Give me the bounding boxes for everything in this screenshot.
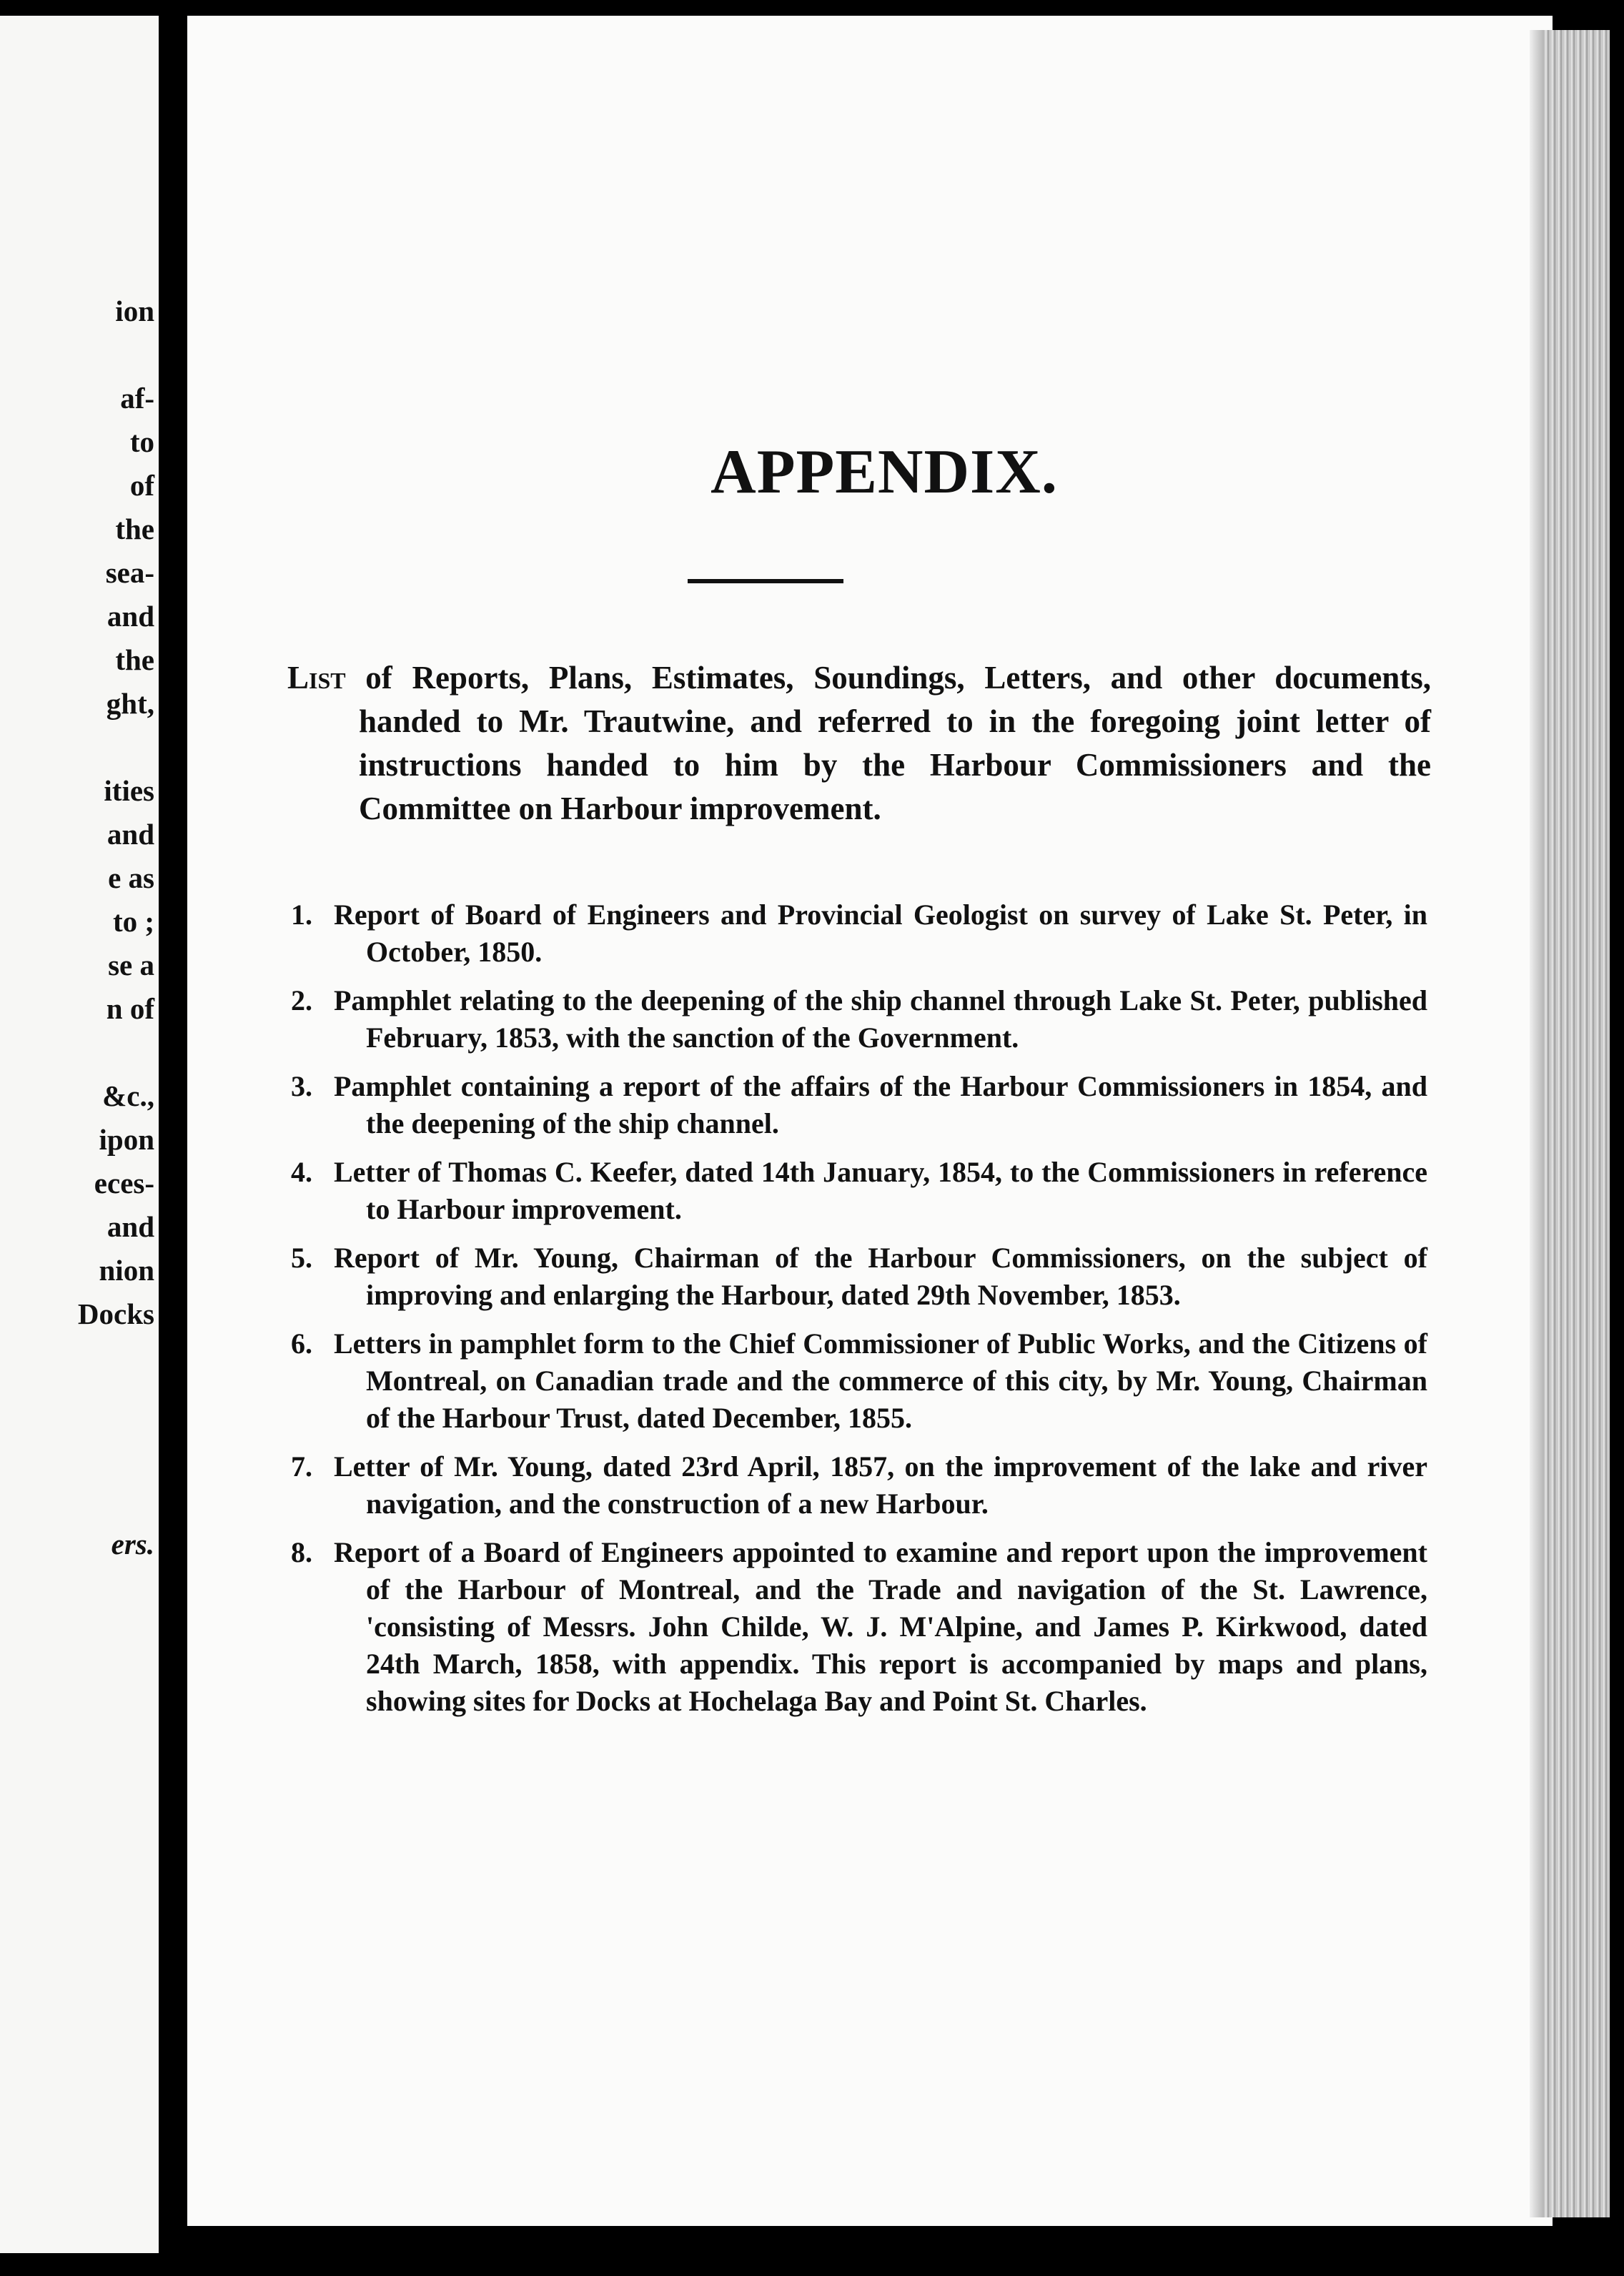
- list-item: [291, 1534, 1427, 1720]
- item-text: Letters in pamphlet form to the Chief Commissioner of Public Works, and the Citizens of Montreal, on Canadian trade and the commerce of this city, by Mr. Young, Chairman of the Harbour Trust, dated December, 1855.: [334, 1327, 1427, 1434]
- left-page-fragment: to: [129, 425, 154, 458]
- item-text: Pamphlet relating to the deepening of the ship channel through Lake St. Peter, published February, 1853, with the sanction of the Government.: [334, 984, 1427, 1054]
- left-page-fragment: the: [115, 513, 154, 545]
- list-item: [291, 1325, 1427, 1437]
- page-edges: [1544, 30, 1610, 2217]
- item-text: Pamphlet containing a report of the affairs of the Harbour Commissioners in 1854, and the deepening of the ship channel.: [334, 1070, 1427, 1139]
- left-page-fragment: eces-: [94, 1167, 154, 1199]
- list-item: [291, 982, 1427, 1057]
- left-page-fragment: to ;: [112, 905, 154, 938]
- item-number: 5.: [291, 1242, 312, 1274]
- left-page-fragment: ght,: [106, 687, 154, 720]
- book-page: [187, 16, 1553, 2226]
- item-number: 8.: [291, 1536, 312, 1568]
- item-number: 7.: [291, 1450, 312, 1483]
- item-number: 6.: [291, 1327, 312, 1360]
- left-page-fragment: ipon: [99, 1123, 154, 1156]
- item-text: Letter of Thomas C. Keefer, dated 14th January, 1854, to the Commissioners in reference to Harbour improvement.: [334, 1156, 1427, 1225]
- left-page-fragment: ers.: [111, 1528, 154, 1560]
- left-page-fragment: e as: [108, 861, 154, 894]
- list-item: [291, 1448, 1427, 1523]
- left-page-fragment: Docks: [77, 1297, 154, 1330]
- left-page-fragment: ities: [104, 774, 154, 807]
- previous-page-margin: [0, 16, 159, 2253]
- left-page-fragment: and: [107, 818, 154, 851]
- page-edge-shadow: [1530, 30, 1545, 2217]
- item-text: Report of Mr. Young, Chairman of the Harbour Commissioners, on the subject of improving and enlarging the Harbour, dated 29th November, 1853.: [334, 1242, 1427, 1311]
- left-page-fragment: ion: [115, 295, 154, 327]
- item-number: 1.: [291, 899, 312, 931]
- list-item: [291, 1068, 1427, 1142]
- item-text: Report of a Board of Engineers appointed to examine and report upon the improvement of the Harbour of Montreal, and the Trade and navigation of the St. Lawrence, 'consisting of Messrs. John Childe, W. J. M'Alpine, and James P. Kirkwood, dated 24th March, 1858, with appendix. This report is accompanied by maps and plans, showing sites for Docks at Hochelaga Bay and Point St. Charles.: [334, 1536, 1427, 1717]
- intro-text: of Reports, Plans, Estimates, Soundings, Letters, and other documents, handed to Mr. Trautwine, and referred to in the foregoing joint letter of instructions handed to him by the Harbour Commissioners and the Committee on Harbour improvement.: [359, 660, 1431, 826]
- left-page-fragment: and: [107, 1210, 154, 1243]
- left-page-fragment: the: [115, 643, 154, 676]
- intro-lead: List: [287, 660, 346, 696]
- left-page-fragment: and: [107, 600, 154, 633]
- item-text: Report of Board of Engineers and Provincial Geologist on survey of Lake St. Peter, in October, 1850.: [334, 899, 1427, 968]
- list-item: [291, 1240, 1427, 1314]
- left-page-fragment: &c.,: [102, 1079, 154, 1112]
- item-number: 4.: [291, 1156, 312, 1188]
- list-item: [291, 896, 1427, 971]
- item-text: Letter of Mr. Young, dated 23rd April, 1857, on the improvement of the lake and river navigation, and the construction of a new Harbour.: [334, 1450, 1427, 1520]
- item-number: 3.: [291, 1070, 312, 1102]
- left-page-fragment: n of: [106, 992, 154, 1025]
- left-page-fragment: sea-: [105, 556, 154, 589]
- left-page-fragment: of: [129, 469, 154, 502]
- title-rule: [688, 579, 843, 583]
- left-page-fragment: se a: [108, 949, 154, 981]
- item-number: 2.: [291, 984, 312, 1016]
- page-title: APPENDIX.: [710, 437, 1058, 507]
- intro-paragraph: [287, 656, 1431, 831]
- left-page-fragment: nion: [99, 1254, 154, 1287]
- list-item: [291, 1154, 1427, 1228]
- left-page-fragment: af-: [120, 382, 154, 415]
- documents-list: [291, 896, 1427, 1731]
